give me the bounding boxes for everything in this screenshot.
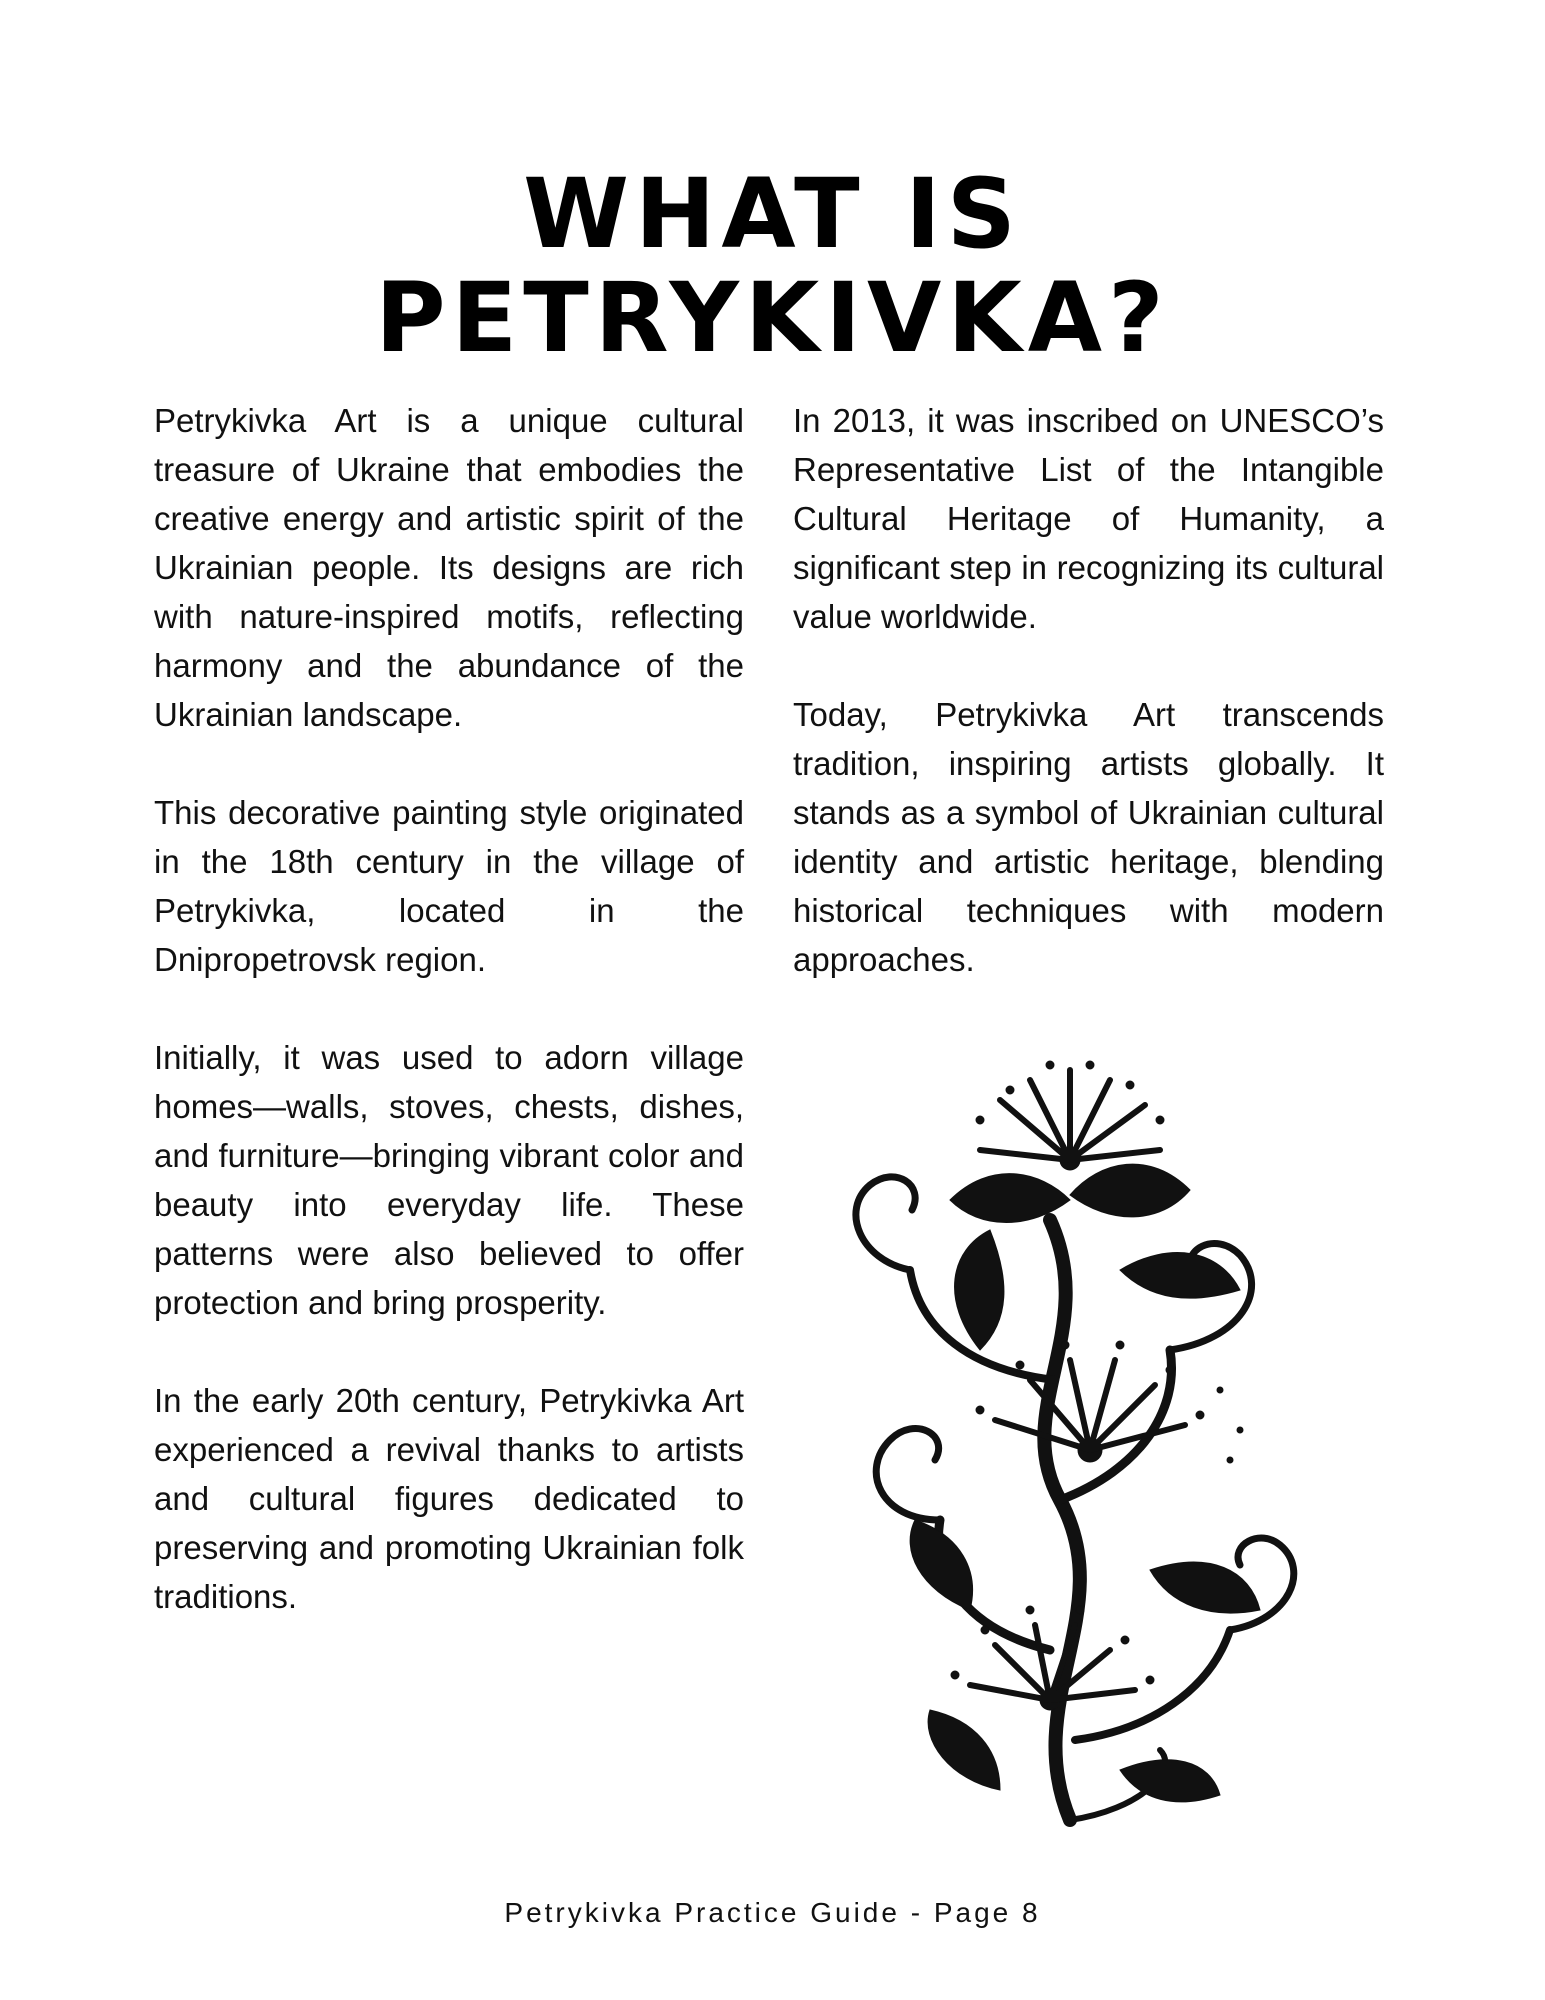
page-title-line-2: PETRYKIVKA?	[375, 262, 1170, 374]
paragraph: Initially, it was used to adorn village homes—walls, stoves, chests, dishes, and furniture—bringing vibrant color and beauty into everyday life. These patterns were also believed to offer protection and bring prosperity.	[154, 1039, 744, 1321]
paragraph: Today, Petrykivka Art transcends tradition, inspiring artists globally. It stands as a symbol of Ukrainian cultural identity and artistic heritage, blending historical techniques with modern approaches.	[793, 696, 1384, 978]
paragraph: In 2013, it was inscribed on UNESCO’s Representative List of the Intangible Cultural Heritage of Humanity, a significant step in recognizing its cultural value worldwide.	[793, 402, 1384, 635]
page-footer: Petrykivka Practice Guide - Page 8	[504, 1897, 1041, 1928]
paragraph: In the early 20th century, Petrykivka Art experienced a revival thanks to artists and cultural figures dedicated to preserving and promoting Ukrainian folk traditions.	[154, 1382, 744, 1615]
page-title-line-1: WHAT IS	[523, 158, 1022, 270]
floral-ornament-illustration	[820, 1050, 1350, 1830]
page-title	[0, 158, 1545, 374]
left-text-column	[154, 396, 744, 1670]
paragraph: This decorative painting style originated in the 18th century in the village of Petrykivka, located in the Dnipropetrovsk region.	[154, 794, 744, 978]
right-text-column	[793, 396, 1384, 1033]
paragraph: Petrykivka Art is a unique cultural treasure of Ukraine that embodies the creative energy and artistic spirit of the Ukrainian people. Its designs are rich with nature-inspired motifs, reflecting harmony and the abundance of the Ukrainian landscape.	[154, 402, 744, 733]
